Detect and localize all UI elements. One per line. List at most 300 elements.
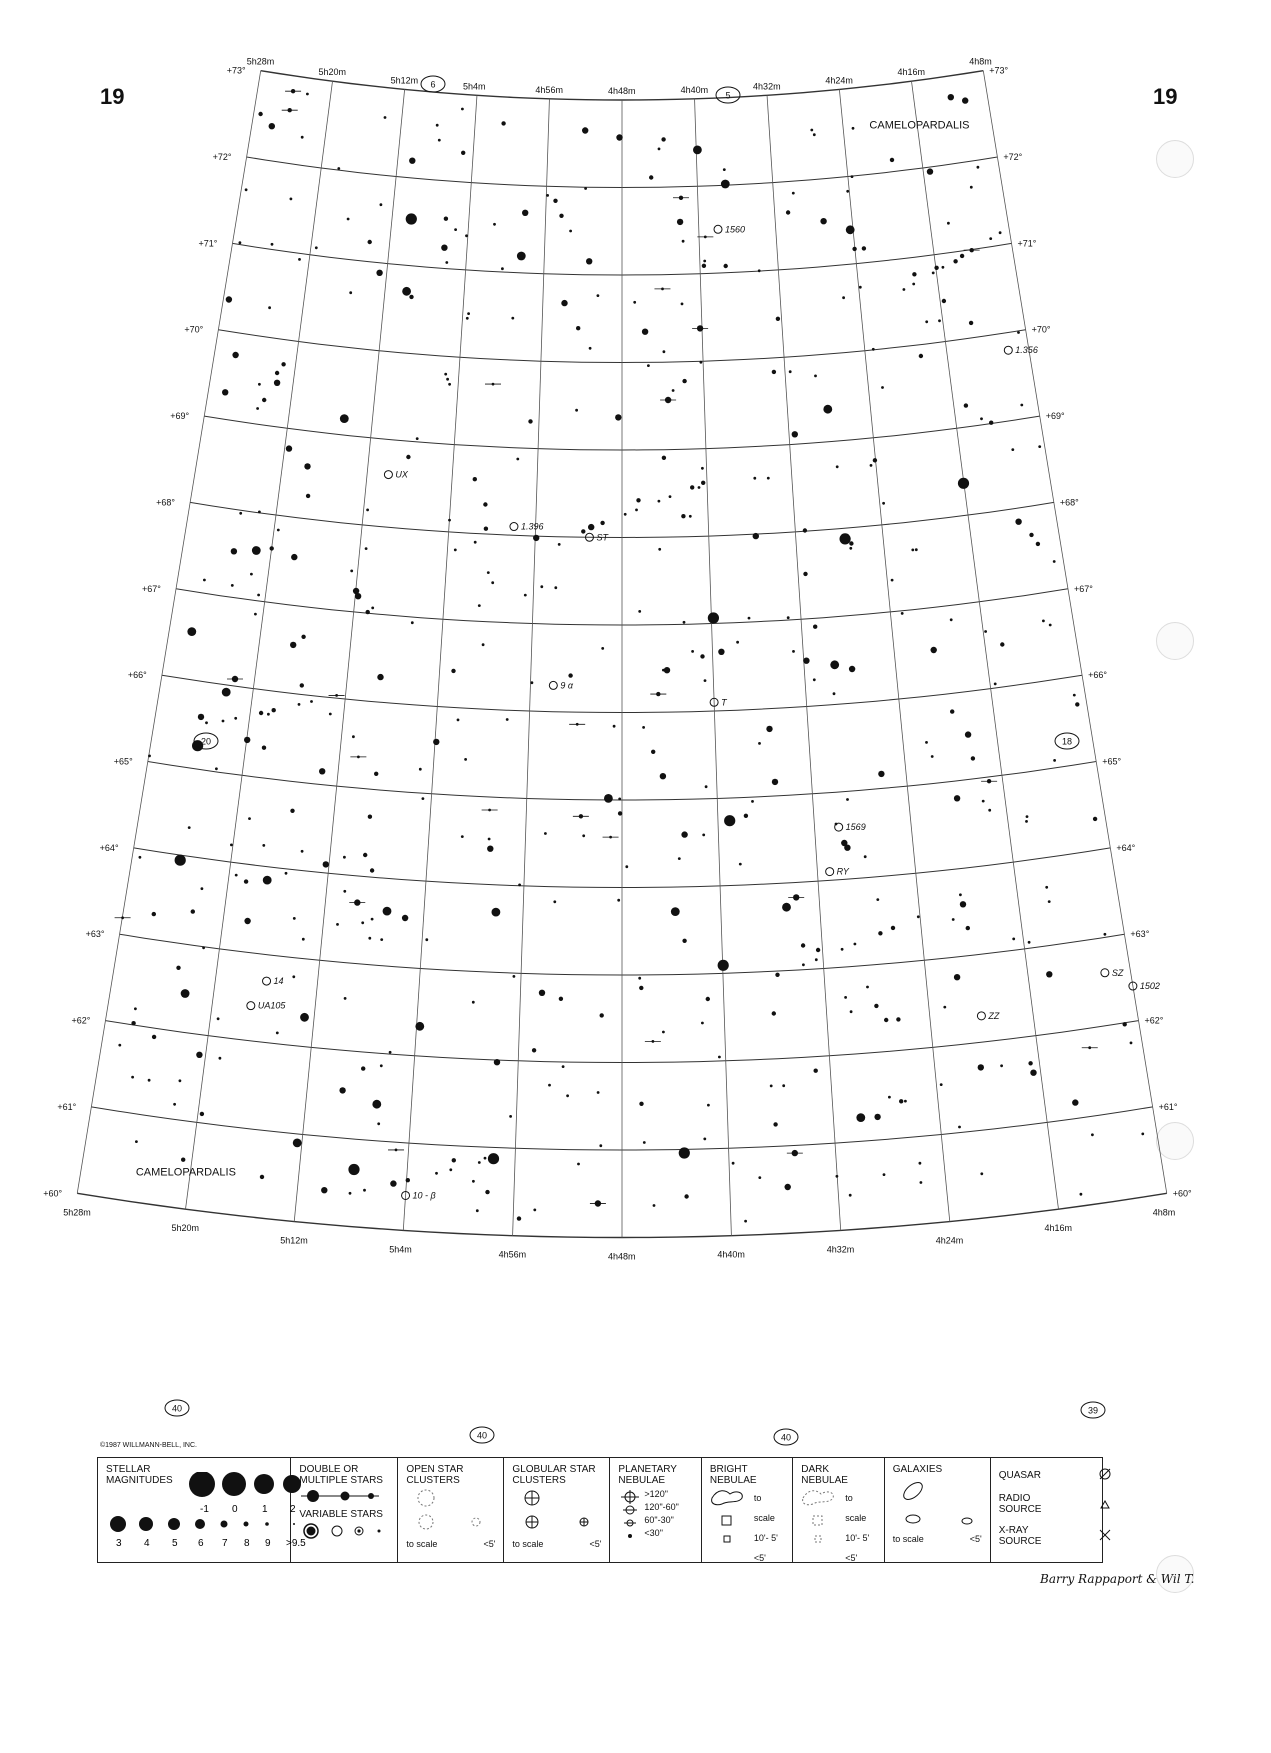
star (464, 758, 467, 761)
star (365, 547, 368, 550)
star (272, 708, 276, 712)
star (878, 771, 884, 777)
star (248, 817, 251, 820)
star (402, 915, 408, 921)
star (1072, 1099, 1078, 1105)
object-label: UA105 (257, 1000, 286, 1011)
star (546, 194, 549, 197)
star (252, 546, 261, 555)
ra-label-bottom: 5h12m (280, 1235, 308, 1246)
star (980, 417, 983, 420)
ra-line (983, 71, 1166, 1194)
star (198, 714, 204, 720)
star (352, 735, 355, 738)
star (966, 926, 970, 930)
star (445, 261, 448, 264)
legend-text: >120" (644, 1489, 668, 1499)
star (380, 203, 383, 206)
star (256, 407, 259, 410)
star (355, 593, 361, 599)
star (518, 884, 521, 887)
star (231, 548, 237, 554)
star (576, 326, 580, 330)
star (441, 245, 447, 251)
star (533, 535, 539, 541)
star (942, 299, 946, 303)
star (982, 800, 985, 803)
star (268, 306, 271, 309)
star (1141, 1133, 1144, 1136)
star (662, 1031, 665, 1034)
star (343, 890, 346, 893)
planetary-nebula-icon (620, 1490, 640, 1546)
star (506, 718, 509, 721)
legend-planetary (610, 1458, 701, 1562)
object-marker (977, 1012, 985, 1020)
legend-text: to scale (892, 1534, 924, 1544)
star (1000, 1064, 1003, 1067)
legend-text: <5' (753, 1553, 766, 1563)
star (833, 692, 836, 695)
star (703, 1138, 706, 1141)
star (896, 1017, 900, 1021)
star (231, 584, 234, 587)
svg-text:9: 9 (265, 1538, 271, 1549)
star (970, 186, 973, 189)
star (638, 977, 641, 980)
star (642, 329, 648, 335)
star (940, 1083, 943, 1086)
object-marker (263, 977, 271, 985)
star (348, 1164, 359, 1175)
star (689, 515, 692, 518)
star (302, 938, 305, 941)
object-label: 1560 (725, 224, 746, 235)
adjacent-chart-number: 40 (171, 1403, 183, 1414)
xray-label: X-RAY SOURCE (998, 1525, 1042, 1547)
star (1020, 404, 1023, 407)
star (823, 405, 832, 414)
ra-label-top: 5h28m (246, 56, 275, 67)
star (931, 755, 934, 758)
ra-label-top: 4h24m (825, 75, 853, 86)
star (306, 494, 310, 498)
star (658, 500, 661, 503)
star (988, 809, 991, 812)
star (517, 1216, 521, 1220)
star (785, 1184, 791, 1190)
star (952, 918, 955, 921)
star (718, 1056, 721, 1059)
globular-cluster-icon (512, 1486, 602, 1536)
star (380, 1064, 383, 1067)
star (959, 893, 962, 896)
star (601, 647, 604, 650)
dec-label-right: +71° (1017, 238, 1037, 249)
star (616, 134, 622, 140)
legend-text: to scale (845, 1493, 867, 1523)
star (703, 260, 706, 263)
star (599, 1144, 602, 1147)
ra-label-bottom: 4h56m (498, 1249, 527, 1260)
star (672, 389, 675, 392)
star (978, 1064, 984, 1070)
star (363, 853, 367, 857)
star (528, 419, 532, 423)
star (950, 618, 953, 621)
star (478, 604, 481, 607)
star (684, 1194, 688, 1198)
star (971, 756, 975, 760)
object-label: 14 (273, 976, 284, 987)
star (306, 93, 309, 96)
star (181, 1158, 185, 1162)
star (718, 960, 729, 971)
star (298, 703, 301, 706)
star (409, 295, 413, 299)
star (524, 594, 527, 597)
ra-label-bottom: 5h28m (63, 1207, 91, 1218)
star (260, 1175, 264, 1179)
object-label: 9 α (560, 680, 573, 691)
legend-other (991, 1458, 1102, 1562)
star (816, 948, 820, 952)
star (582, 127, 588, 133)
star (370, 868, 374, 872)
star (1030, 1070, 1036, 1076)
star (801, 943, 805, 947)
star (559, 997, 563, 1001)
star (739, 863, 742, 866)
star (293, 1139, 302, 1148)
star (562, 1065, 565, 1068)
star (415, 1022, 424, 1031)
star (467, 312, 470, 315)
star (915, 548, 918, 551)
svg-text:>9.5: >9.5 (286, 1538, 306, 1549)
ra-label-bottom: 4h32m (826, 1244, 855, 1255)
star (1036, 542, 1040, 546)
star (244, 879, 248, 883)
star (118, 1044, 121, 1047)
star (377, 674, 383, 680)
star (476, 1209, 479, 1212)
ra-line (513, 99, 550, 1236)
star (904, 1100, 907, 1103)
star (371, 918, 374, 921)
star (615, 414, 621, 420)
legend-title: DOUBLE OR MULTIPLE STARS (299, 1464, 383, 1486)
star (789, 370, 792, 373)
star (553, 900, 556, 903)
star (438, 139, 441, 142)
legend-title: GALAXIES (892, 1464, 943, 1475)
star (444, 373, 447, 376)
star (917, 915, 920, 918)
star (422, 797, 425, 800)
star (962, 97, 968, 103)
legend-text: to scale (512, 1539, 544, 1549)
star (661, 137, 665, 141)
star (131, 1021, 135, 1025)
star (724, 815, 735, 826)
dec-label-right: +73° (989, 65, 1009, 76)
star (663, 350, 666, 353)
magnitude-scale (104, 1472, 316, 1554)
svg-text:4: 4 (144, 1538, 150, 1549)
ra-label-top: 4h8m (969, 56, 992, 67)
star (862, 246, 866, 250)
star (950, 709, 954, 713)
star (244, 918, 250, 924)
star (250, 573, 253, 576)
star (844, 996, 847, 999)
star (840, 533, 851, 544)
star (856, 1113, 865, 1122)
star (960, 901, 966, 907)
object-marker (1101, 969, 1109, 977)
star (773, 1122, 777, 1126)
dec-label-right: +64° (1116, 842, 1136, 853)
star (920, 1181, 923, 1184)
coordinate-grid (77, 71, 1167, 1238)
star (561, 300, 567, 306)
star (276, 1032, 279, 1035)
star (662, 456, 666, 460)
star (943, 1006, 946, 1009)
star (600, 521, 604, 525)
adjacent-chart-number: 20 (200, 736, 212, 747)
star (217, 1017, 220, 1020)
star (389, 1051, 392, 1054)
ra-line (695, 99, 732, 1236)
star (270, 546, 274, 550)
star (859, 286, 862, 289)
star (691, 650, 694, 653)
star (1012, 938, 1015, 941)
star (433, 739, 439, 745)
adjacent-chart-number: 40 (476, 1430, 488, 1441)
adjacent-chart-number: 6 (430, 79, 436, 90)
star (792, 192, 795, 195)
star (419, 768, 422, 771)
star (942, 266, 945, 269)
star (989, 421, 993, 425)
star (435, 1172, 438, 1175)
star (842, 296, 845, 299)
star (782, 903, 791, 912)
star (196, 1052, 202, 1058)
star (179, 1079, 182, 1082)
star (409, 158, 415, 164)
object-marker (384, 471, 392, 479)
bright-nebula-icon (708, 1486, 746, 1550)
star (841, 948, 844, 951)
star (1000, 642, 1004, 646)
star (938, 319, 941, 322)
star (600, 1013, 604, 1017)
star (582, 834, 585, 837)
star (1075, 702, 1079, 706)
star (300, 1013, 309, 1022)
star (980, 1172, 983, 1175)
star (230, 844, 233, 847)
star (753, 533, 759, 539)
object-marker (1004, 346, 1012, 354)
star (350, 570, 353, 573)
svg-text:1: 1 (262, 1504, 268, 1515)
ra-label-top: 4h48m (608, 86, 636, 96)
object-label: 1502 (1139, 981, 1160, 992)
star (390, 1180, 396, 1186)
star (492, 908, 501, 917)
ra-label-bottom: 4h16m (1044, 1223, 1073, 1234)
dec-label-left: +72° (212, 152, 232, 163)
ra-label-bottom: 5h4m (389, 1244, 412, 1255)
star (844, 845, 850, 851)
star (718, 649, 724, 655)
star (1011, 448, 1014, 451)
dec-label-right: +61° (1158, 1101, 1178, 1112)
star (864, 855, 867, 858)
star (361, 921, 364, 924)
star (912, 283, 915, 286)
star (203, 579, 206, 582)
star (290, 198, 293, 201)
star (792, 650, 795, 653)
star (285, 872, 288, 875)
star (748, 617, 751, 620)
star (363, 1189, 366, 1192)
legend-stellar (98, 1458, 306, 1562)
constellation-label: CAMELOPARDALIS (135, 1166, 236, 1179)
star (349, 1192, 352, 1195)
star (461, 108, 464, 111)
star (994, 683, 997, 686)
star (291, 554, 297, 560)
legend-title: OPEN STAR CLUSTERS (406, 1464, 464, 1486)
legend-text: <5' (845, 1553, 858, 1563)
star (383, 907, 392, 916)
star (175, 855, 186, 866)
star (368, 240, 372, 244)
star (569, 230, 572, 233)
dec-label-left: +73° (226, 65, 246, 76)
star (682, 240, 685, 243)
constellation-label: CAMELOPARDALIS (869, 119, 970, 132)
star (964, 403, 968, 407)
dec-label-left: +62° (71, 1015, 91, 1026)
star (344, 997, 347, 1000)
star (425, 938, 428, 941)
dec-label-right: +60° (1172, 1188, 1192, 1199)
star (290, 642, 296, 648)
star (758, 269, 761, 272)
object-label: UX (395, 469, 408, 480)
star (588, 524, 594, 530)
star (678, 857, 681, 860)
star (753, 477, 756, 480)
star (643, 1141, 646, 1144)
star (202, 946, 205, 949)
star (744, 1220, 747, 1223)
star (301, 136, 304, 139)
object-label: 1.356 (1015, 345, 1038, 356)
star (531, 681, 534, 684)
dec-label-left: +60° (43, 1188, 63, 1199)
star (708, 612, 719, 623)
star (457, 719, 460, 722)
star (340, 414, 349, 423)
star (134, 1007, 137, 1010)
star (899, 1099, 903, 1103)
star (205, 721, 208, 724)
legend-text: <5' (969, 1534, 982, 1544)
star (772, 370, 776, 374)
star (465, 234, 468, 237)
star (1015, 519, 1021, 525)
ra-label-top: 5h20m (318, 67, 347, 78)
star (263, 876, 272, 885)
star (1028, 941, 1031, 944)
page-number-right: 19 (1153, 84, 1178, 109)
star (267, 713, 270, 716)
legend-title: STELLAR MAGNITUDES (106, 1464, 173, 1486)
object-marker (826, 868, 834, 876)
star (934, 266, 938, 270)
star (558, 543, 561, 546)
star (846, 798, 849, 801)
star (262, 398, 266, 402)
star (181, 989, 190, 998)
star (617, 899, 620, 902)
star (259, 711, 263, 715)
dec-label-right: +72° (1003, 152, 1023, 163)
dec-label-left: +64° (99, 842, 119, 853)
star (366, 509, 369, 512)
dec-label-left: +67° (142, 583, 161, 594)
star (700, 361, 703, 364)
star (257, 594, 260, 597)
star (700, 654, 704, 658)
star (152, 912, 156, 916)
star (275, 371, 279, 375)
star (589, 347, 592, 350)
star (802, 963, 805, 966)
star (411, 621, 414, 624)
star (339, 1087, 345, 1093)
star (683, 621, 686, 624)
star (511, 317, 514, 320)
star (271, 243, 274, 246)
star (658, 148, 661, 151)
star (989, 237, 992, 240)
star (406, 455, 410, 459)
star (461, 151, 465, 155)
star (548, 1084, 551, 1087)
star (586, 258, 592, 264)
star (849, 666, 855, 672)
star (501, 267, 504, 270)
star (1038, 445, 1041, 448)
star (679, 1147, 690, 1158)
object-label: T (721, 697, 727, 708)
star (239, 241, 242, 244)
galaxy-icon (893, 1475, 983, 1531)
star (931, 647, 937, 653)
star (406, 1178, 410, 1182)
star (371, 607, 374, 610)
